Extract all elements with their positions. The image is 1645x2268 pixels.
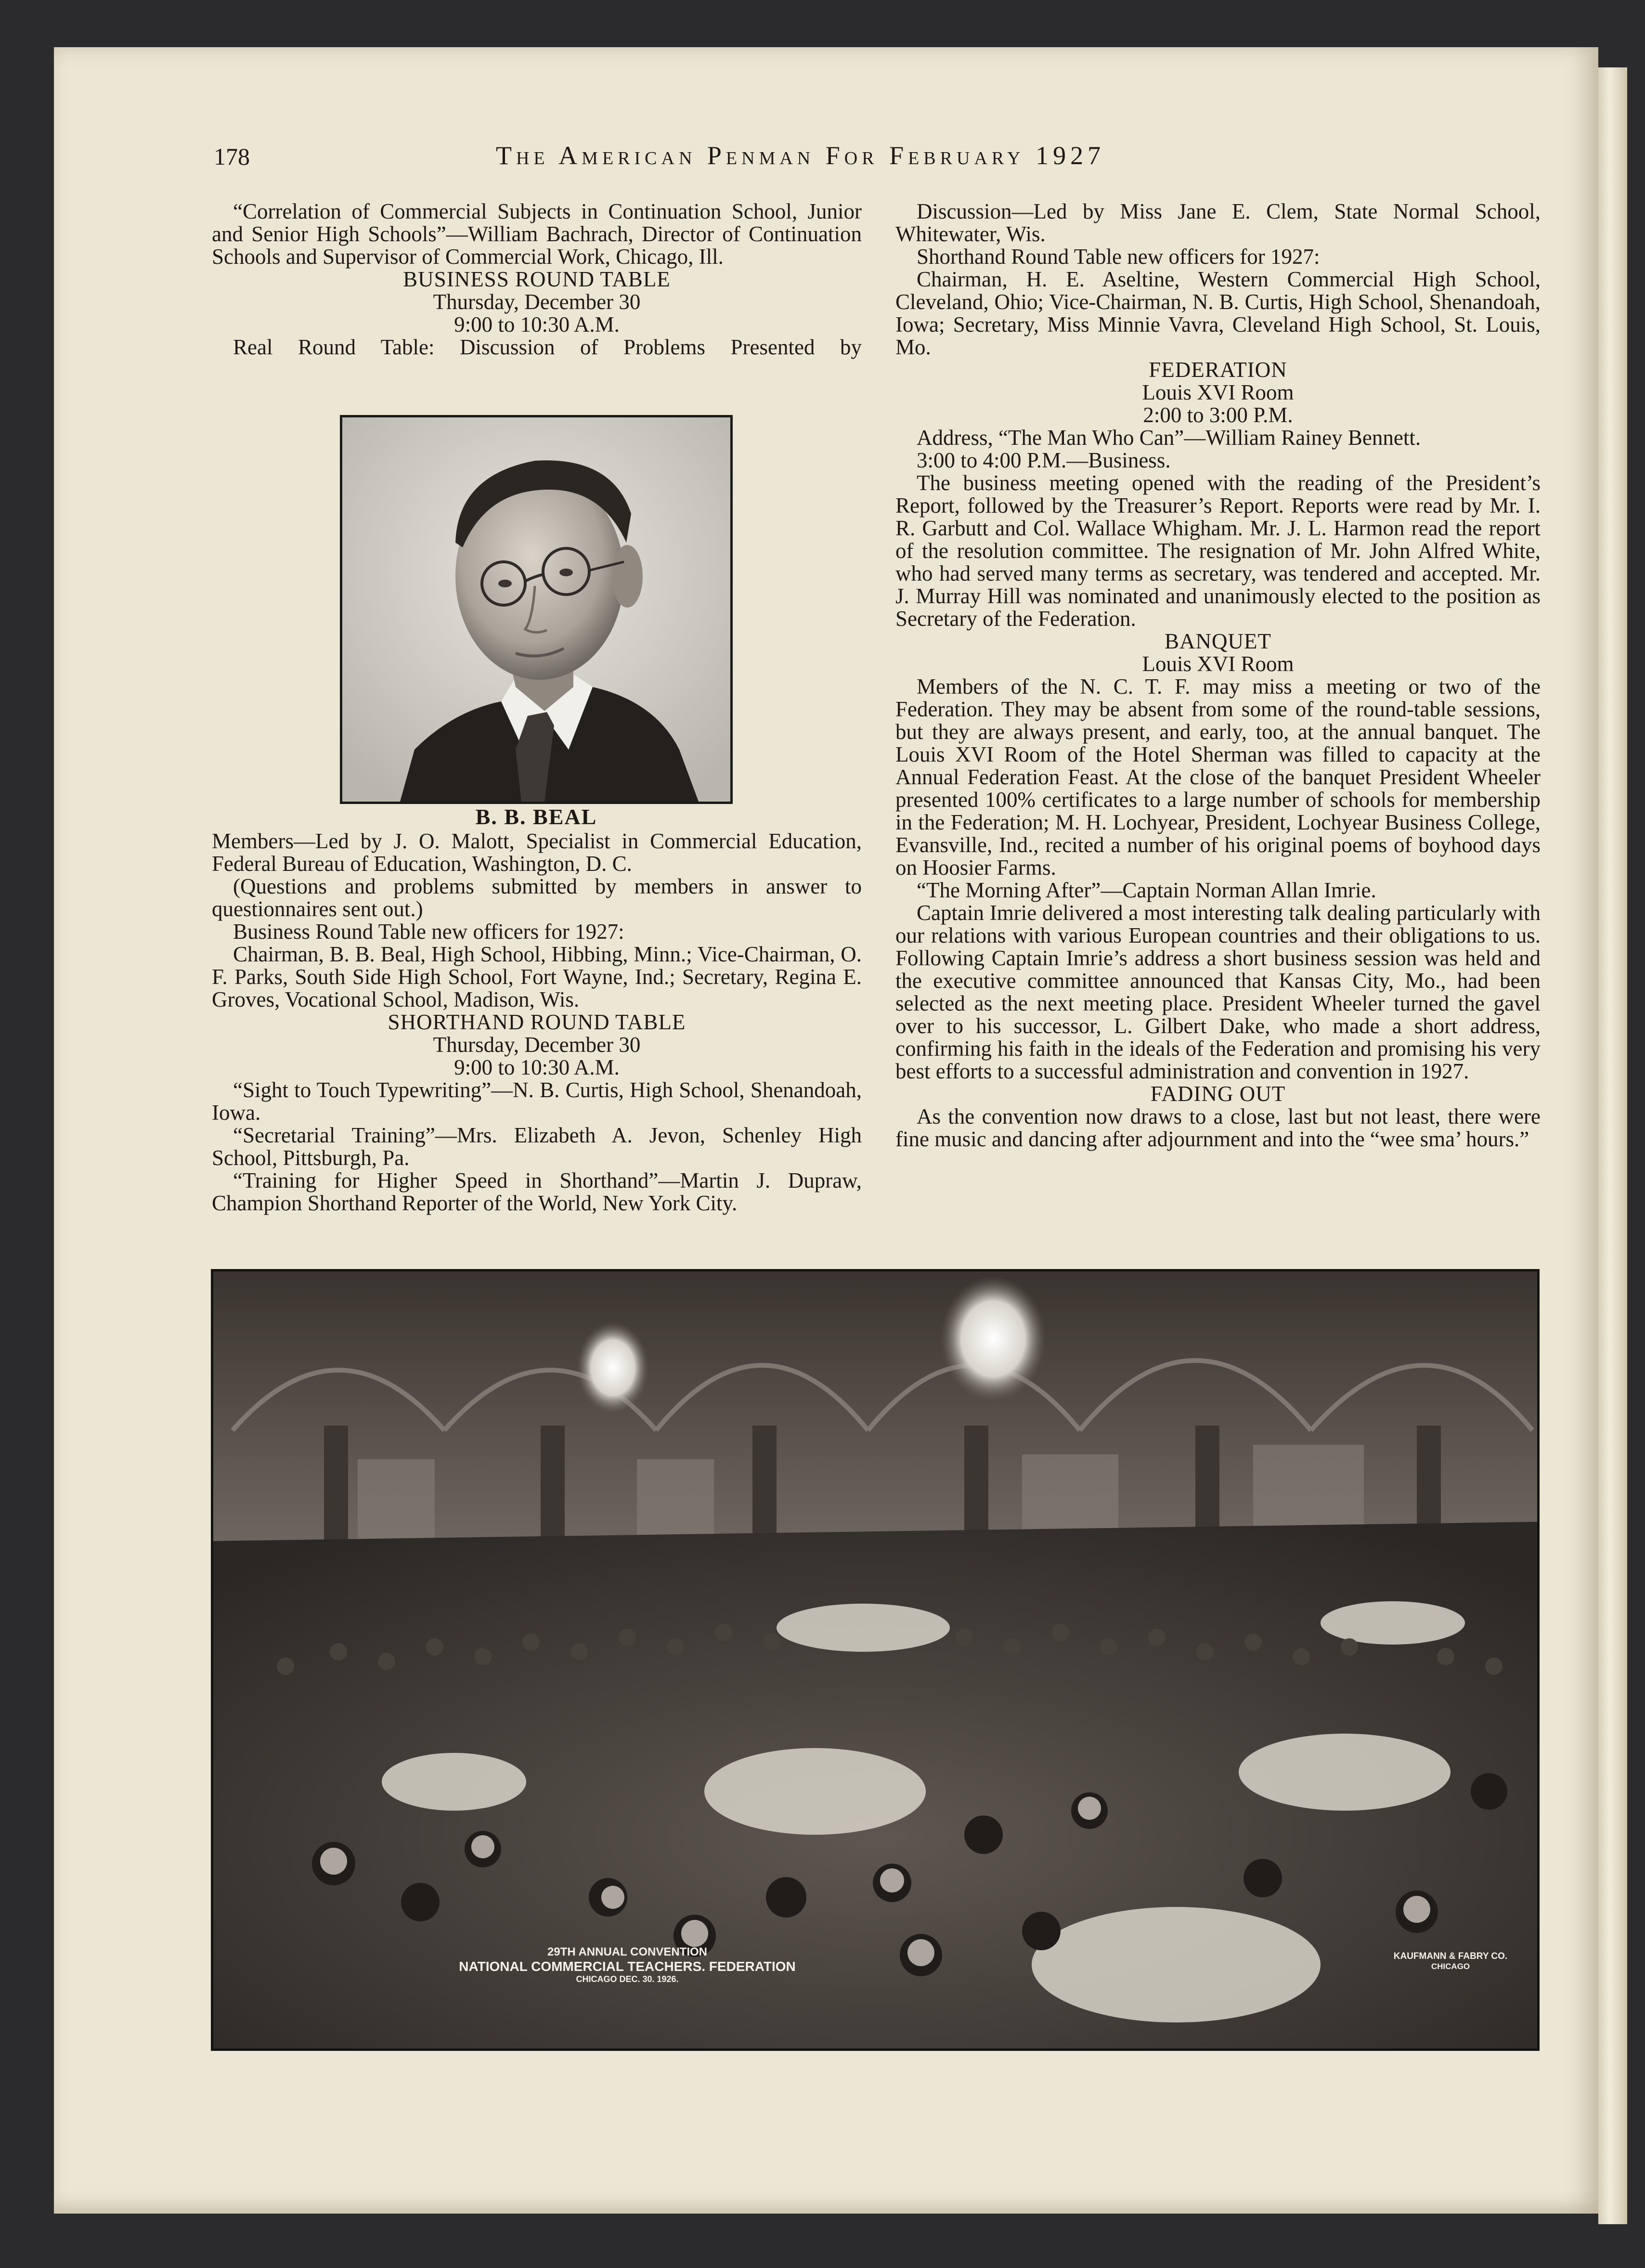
- running-head: The American Penman For February 1927: [496, 141, 1105, 170]
- banquet-room: Louis XVI Room: [1142, 652, 1294, 676]
- photo-studio-line-1: KAUFMANN & FABRY CO.: [1393, 1951, 1508, 1961]
- banquet-heading: BANQUET: [1165, 629, 1271, 653]
- shorthand-round-table-heading: SHORTHAND ROUND TABLE: [388, 1010, 686, 1034]
- paragraph-members: Members—Led by J. O. Malott, Specialist in Commercial Education, Federal Bureau of Education, Washington, D. C.: [212, 829, 862, 876]
- paragraph-questions: (Questions and problems submitted by members in answer to questionnaires sent out.): [212, 874, 862, 921]
- paragraph-sight: “Sight to Touch Typewriting”—N. B. Curtis, High School, Shenandoah, Iowa.: [212, 1078, 862, 1125]
- left-column-top: [212, 200, 862, 359]
- photo-caption-line-1: 29TH ANNUAL CONVENTION: [547, 1945, 708, 1958]
- right-column: [895, 200, 1541, 1151]
- paragraph-fading-out: As the convention now draws to a close, last but not least, there were fine music and dancing after adjournment and into the “wee sma’ hours.”: [895, 1104, 1541, 1151]
- paragraph-business-chairman: Chairman, B. B. Beal, High School, Hibbing, Minn.; Vice-Chairman, O. F. Parks, South Side High School, Fort Wayne, Ind.; Secretary, Regina E. Groves, Vocational School, Madison, Wis.: [212, 942, 862, 1011]
- portrait-illustration: [342, 417, 730, 802]
- banquet-group-photo: [211, 1269, 1540, 2051]
- federation-room: Louis XVI Room: [1142, 380, 1294, 404]
- paragraph-address: Address, “The Man Who Can”—William Rainey Bennett.: [917, 426, 1421, 450]
- shorthand-date: Thursday, December 30: [433, 1033, 641, 1057]
- photo-caption-line-3: CHICAGO DEC. 30. 1926.: [576, 1974, 679, 1984]
- paragraph-imrie: Captain Imrie delivered a most interesting talk dealing particularly with our relations with various European countries and their obligations to us. Following Captain Imrie’s address a short business session was held and the executive committee announced that Kansas City, Mo., had been selected as the next meeting place. President Wheeler turned the gavel over to his successor, L. Gilbert Dake, who made a short address, confirming his faith in the ideals of the Federation and promising his very best efforts to a successful administration and convention in 1927.: [895, 901, 1541, 1083]
- paragraph-banquet: Members of the N. C. T. F. may miss a meeting or two of the Federation. They may be absent from some of the round-table sessions, but they are always present, and early, too, at the annual banquet. The Louis XVI Room of the Hotel Sherman was filled to capacity at the Annual Federation Feast. At the close of the banquet President Wheeler presented 100% certificates to a large number of schools for membership in the Federation; M. H. Lochyear, President, Lochyear Business College, Evansville, Ind., recited a number of his original poems of boyhood days on Hoosier Farms.: [895, 674, 1541, 880]
- portrait-photo: [340, 415, 733, 804]
- left-column-bottom: [212, 830, 862, 1215]
- paragraph-shorthand-officers: Shorthand Round Table new officers for 1927:: [917, 245, 1320, 269]
- paragraph-real-round-table: Real Round Table: Discussion of Problems Presented by: [233, 335, 862, 359]
- federation-time: 2:00 to 3:00 P.M.: [1143, 403, 1293, 427]
- paragraph-business-officers: Business Round Table new officers for 1927:: [233, 920, 624, 944]
- photo-caption-line-2: NATIONAL COMMERCIAL TEACHERS. FEDERATION: [459, 1958, 796, 1974]
- business-round-table-heading: BUSINESS ROUND TABLE: [403, 267, 671, 291]
- federation-heading: FEDERATION: [1149, 358, 1287, 382]
- paragraph-discussion: Discussion—Led by Miss Jane E. Clem, State Normal School, Whitewater, Wis.: [895, 199, 1541, 246]
- business-date: Thursday, December 30: [433, 290, 641, 314]
- paragraph-secretarial: “Secretarial Training”—Mrs. Elizabeth A. Jevon, Schenley High School, Pittsburgh, Pa.: [212, 1123, 862, 1170]
- fading-out-heading: FADING OUT: [1150, 1082, 1286, 1106]
- banquet-hall-illustration: [213, 1271, 1537, 2048]
- photo-studio-line-2: CHICAGO: [1431, 1961, 1470, 1971]
- portrait-caption: B. B. BEAL: [475, 804, 597, 829]
- paragraph-shorthand-chairman: Chairman, H. E. Aseltine, Western Commercial High School, Cleveland, Ohio; Vice-Chairman, N. B. Curtis, High School, Shenandoah, Iowa; Secretary, Miss Minnie Vavra, Cleveland High School, St. Louis, Mo.: [895, 267, 1541, 359]
- page-edge: [1598, 67, 1627, 2224]
- photo-studio-credit: [1388, 1951, 1513, 1971]
- paragraph-correlation: “Correlation of Commercial Subjects in Continuation School, Junior and Senior High Schools”—William Bachrach, Director of Continuation Schools and Supervisor of Commercial Work, Chicago, Ill.: [212, 199, 862, 269]
- page-number: 178: [214, 143, 250, 170]
- business-time: 9:00 to 10:30 A.M.: [454, 312, 620, 337]
- shorthand-time: 9:00 to 10:30 A.M.: [454, 1055, 620, 1079]
- paragraph-training: “Training for Higher Speed in Shorthand”—Martin J. Dupraw, Champion Shorthand Reporter of the World, New York City.: [212, 1168, 862, 1215]
- paragraph-morning-after: “The Morning After”—Captain Norman Allan Imrie.: [917, 878, 1376, 902]
- photo-caption: [396, 1945, 858, 1984]
- paragraph-business-meeting: The business meeting opened with the reading of the President’s Report, followed by the Treasurer’s Report. Reports were read by Mr. I. R. Garbutt and Col. Wallace Whigham. Mr. J. L. Harmon read the report of the resolution committee. The resignation of Mr. John Alfred White, who had served many terms as secretary, was tendered and accepted. Mr. J. Murray Hill was nominated and unanimously elected to the position as Secretary of the Federation.: [895, 471, 1541, 631]
- paragraph-business-session-time: 3:00 to 4:00 P.M.—Business.: [917, 448, 1171, 472]
